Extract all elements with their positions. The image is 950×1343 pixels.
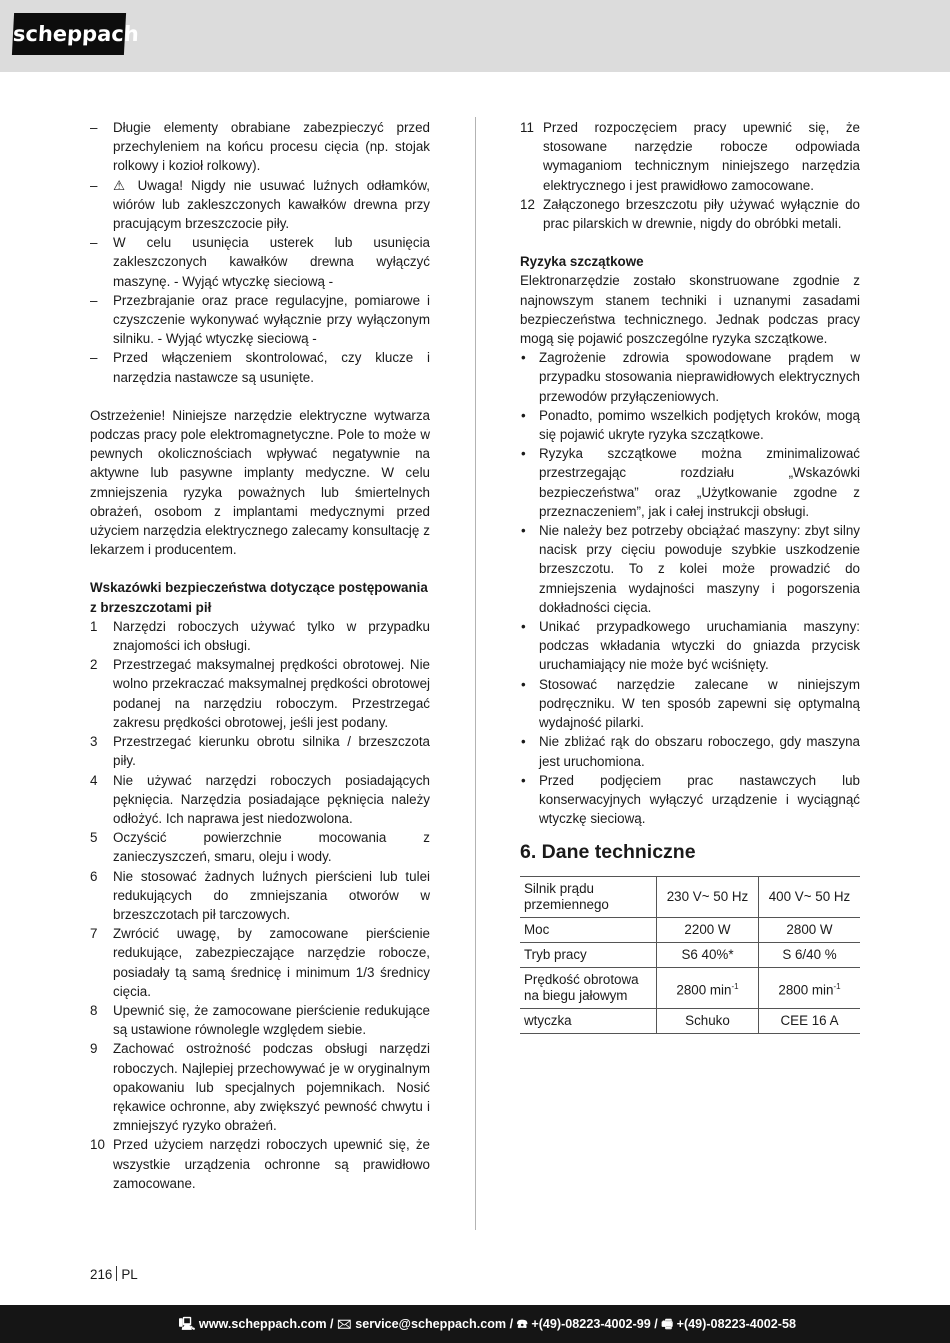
page-number bbox=[90, 1266, 138, 1282]
dash-item-marker: – bbox=[90, 177, 98, 193]
risk-item bbox=[520, 617, 860, 675]
dash-item bbox=[90, 118, 430, 176]
blade-item-text: Upewnić się, że zamocowane pierścienie redukujące są ustawione równolegle względem siebie. bbox=[113, 1002, 430, 1038]
blade-item-text: Oczyścić powierzchnie mocowania z zanieczyszczeń, smaru, oleju i wody. bbox=[113, 830, 430, 865]
tech-400v-cell bbox=[759, 877, 861, 918]
risk-item-marker: • bbox=[521, 772, 526, 788]
blade-item-text: Zwrócić uwagę, by zamocowane pierścienie redukujące, zabezpieczające narzędzie robocze, posiadały tą samą średnicę i minimum 1/3 średnicy cięcia. bbox=[113, 926, 430, 999]
blade-item-text: Nie używać narzędzi roboczych posiadających pęknięcia. Narzędzia posiadające pęknięcia należy odłożyć. Ich naprawa jest niedozwolona. bbox=[113, 772, 430, 826]
blade-item bbox=[90, 1001, 430, 1039]
blade-item bbox=[90, 1039, 430, 1135]
tech-230v-cell bbox=[657, 877, 759, 918]
bottom-contact-bar bbox=[0, 1305, 950, 1343]
column-divider bbox=[475, 117, 476, 1230]
blade-item bbox=[90, 867, 430, 925]
blade-item-marker: 12 bbox=[520, 196, 535, 212]
tech-row bbox=[520, 877, 860, 918]
dash-item-marker: – bbox=[90, 350, 98, 366]
tech-400v-cell bbox=[759, 968, 861, 1009]
tech-row bbox=[520, 968, 860, 1009]
risk-item-marker: • bbox=[521, 407, 526, 423]
blade-item-text: Przed rozpoczęciem pracy upewnić się, że stosowane narzędzie robocze odpowiada wymaganiom technicznym niniejszego narzędzia elektrycznego i jest prawidłowo zamocowane. bbox=[543, 120, 860, 193]
risk-item-text: Zagrożenie zdrowia spowodowane prądem w przypadku stosowania nieprawidłowych elektrycznych przewodów przyłączeniowych. bbox=[539, 350, 860, 404]
dash-item bbox=[90, 233, 430, 291]
tech-label-cell: wtyczka bbox=[520, 1009, 657, 1034]
blade-item-text: Przestrzegać maksymalnej prędkości obrotowej. Nie wolno przekraczać maksymalnej prędkości obrotowej podanej na narzędziu roboczym. Przestrzegać zakresu prędkości obrotowej, jeśli jest podany. bbox=[113, 657, 430, 730]
residual-risks-heading: Ryzyka szczątkowe bbox=[520, 254, 644, 270]
blade-item-text: Narzędzi roboczych używać tylko w przypadku znajomości ich obsługi. bbox=[113, 618, 430, 654]
dash-item-marker: – bbox=[90, 235, 98, 251]
dash-item-text: ⚠ Uwaga! Nigdy nie usuwać luźnych odłamków, wiórów lub zakleszczonych kawałków drewna przy pracującym brzeszczocie piły. bbox=[113, 177, 430, 232]
tech-230v-cell bbox=[657, 968, 759, 1009]
blade-item-text: Przed użyciem narzędzi roboczych upewnić się, że wszystkie urządzenia ochronne są prawidłowo zamocowane. bbox=[113, 1137, 430, 1191]
blade-item-marker: 10 bbox=[90, 1137, 105, 1153]
blade-item-text: Przestrzegać kierunku obrotu silnika / brzeszczota piły. bbox=[113, 734, 430, 769]
tech-row bbox=[520, 918, 860, 943]
risk-item-text: Ryzyka szczątkowe można zminimalizować przestrzegając rozdziału „Wskazówki bezpieczeństwa” oraz „Użytkowanie zgodne z przeznaczeniem”, jak i całej instrukcji obsługi. bbox=[539, 446, 860, 519]
blade-item-marker: 7 bbox=[90, 926, 98, 942]
blade-item-marker: 9 bbox=[90, 1041, 98, 1057]
emf-warning-paragraph: Ostrzeżenie! Niniejsze narzędzie elektryczne wytwarza podczas pracy pole elektromagnetyczne. Pole to może w pewnych okolicznościach wpływać negatywnie na aktywne lub pasywne implanty medyczne. W celu zmniejszenia ryzyka poważnych lub śmiertelnych obrażeń, osobom z implantami medycznymi przed użyciem narzędzia elektrycznego zalecamy konsultację z lekarzem i producentem. bbox=[90, 407, 430, 558]
residual-risks-intro: Elektronarzędzie zostało skonstruowane zgodnie z najnowszym stanem techniki i uznanymi zasadami bezpieczeństwa technicznego. Jednak podczas pracy mogą się pojawić poszczególne ryzyka szczątkowe. bbox=[520, 273, 860, 347]
tech-230v-value: 2200 W bbox=[684, 922, 731, 938]
risk-item bbox=[520, 771, 860, 829]
tech-label-cell: Prędkość obrotowa na biegu jałowym bbox=[520, 968, 657, 1009]
dash-item-text: W celu usunięcia usterek lub usunięcia zakleszczonych kawałków drewna wyłączyć maszynę. - Wyjąć wtyczkę sieciową - bbox=[113, 235, 430, 289]
dash-item-text: Przezbrajanie oraz prace regulacyjne, pomiarowe i czyszczenie wykonywać wyłącznie przy wyłączonym silniku. - Wyjąć wtyczkę sieciową - bbox=[113, 292, 430, 347]
blade-item-marker: 6 bbox=[90, 868, 98, 884]
risk-item bbox=[520, 675, 860, 733]
tech-230v-cell bbox=[657, 943, 759, 968]
tech-230v-value: S6 40%* bbox=[681, 947, 734, 963]
tech-row bbox=[520, 1009, 860, 1034]
tech-data-heading: 6. Dane techniczne bbox=[520, 841, 696, 864]
risk-item bbox=[520, 444, 860, 521]
risk-item-marker: • bbox=[521, 350, 526, 366]
blade-item bbox=[520, 118, 860, 195]
tech-230v-value: Schuko bbox=[685, 1013, 730, 1029]
left-column bbox=[90, 118, 430, 1193]
risk-item-text: Przed podjęciem prac nastawczych lub konserwacyjnych wyłączyć urządzenie i wyciągnąć wtyczkę sieciową. bbox=[539, 772, 860, 827]
risk-item-text: Unikać przypadkowego uruchamiania maszyny: podczas wkładania wtyczki do gniazda przycisk uruchamiający nie może być wciśnięty. bbox=[539, 619, 860, 673]
tech-400v-cell bbox=[759, 1009, 861, 1034]
blade-item-text: Załączonego brzeszczotu piły używać wyłącznie do prac pilarskich w drewnie, nigdy do obróbki metali. bbox=[543, 196, 860, 232]
blade-item bbox=[90, 828, 430, 866]
blade-item-marker: 8 bbox=[90, 1002, 98, 1018]
language-code: PL bbox=[121, 1267, 138, 1282]
tech-400v-value: CEE 16 A bbox=[780, 1013, 839, 1029]
dash-item-marker: – bbox=[90, 120, 98, 135]
risk-item-marker: • bbox=[521, 446, 526, 462]
risk-item-marker: • bbox=[521, 619, 526, 635]
blade-item-text: Nie stosować żadnych luźnych pierścieni lub tulei redukujących do zmniejszania otworów w brzeszczotach pił tarczowych. bbox=[113, 868, 430, 922]
dash-item-text: Długie elementy obrabiane zabezpieczyć przed przechyleniem na końcu procesu cięcia (np. stojak rolkowy i kozioł rolkowy). bbox=[113, 120, 430, 174]
blade-item bbox=[90, 771, 430, 829]
blade-safety-list bbox=[90, 617, 430, 1193]
page-number-value: 216 bbox=[90, 1267, 113, 1282]
tech-400v-value: 2800 W bbox=[786, 922, 833, 938]
risk-item-text: Nie zbliżać rąk do obszaru roboczego, gdy maszyna jest uruchomiona. bbox=[539, 734, 860, 769]
dash-item bbox=[90, 348, 430, 386]
blade-item bbox=[90, 655, 430, 732]
blade-item bbox=[520, 195, 860, 233]
contact-line: 🖳 www.scheppach.com / 🖂 service@scheppach.com / ☎ +(49)-08223-4002-99 / 🖷 +(49)-08223-4002-58 bbox=[178, 1317, 796, 1331]
blade-item-marker: 4 bbox=[90, 772, 98, 788]
risk-item bbox=[520, 406, 860, 444]
blade-item-marker: 3 bbox=[90, 734, 98, 750]
tech-label-cell: Silnik prądu przemiennego bbox=[520, 877, 657, 918]
risk-item bbox=[520, 521, 860, 617]
scheppach-logo: scheppach bbox=[12, 13, 126, 55]
blade-item-marker: 2 bbox=[90, 657, 98, 673]
risk-item bbox=[520, 732, 860, 770]
dash-list bbox=[90, 118, 430, 387]
tech-400v-cell bbox=[759, 918, 861, 943]
top-header-bar bbox=[0, 0, 950, 72]
blade-item bbox=[90, 732, 430, 770]
residual-risks-list bbox=[520, 348, 860, 828]
blade-safety-heading: Wskazówki bezpieczeństwa dotyczące postępowania z brzeszczotami pił bbox=[90, 580, 428, 615]
dash-item bbox=[90, 176, 430, 234]
blade-item bbox=[90, 924, 430, 1001]
tech-230v-value: 230 V~ 50 Hz bbox=[666, 889, 749, 905]
risk-item bbox=[520, 348, 860, 406]
tech-230v-cell bbox=[657, 1009, 759, 1034]
tech-230v-cell bbox=[657, 918, 759, 943]
risk-item-text: Nie należy bez potrzeby obciążać maszyny: zbyt silny nacisk przy cięciu powoduje szybkie uszkodzenie brzeszczotu. To z kolei może prowadzić do zmniejszenia wydajności maszyny i pogorszenia dokładności cięcia. bbox=[539, 523, 860, 615]
dash-item-text: Przed włączeniem skontrolować, czy klucze i narzędzia nastawcze są usunięte. bbox=[113, 350, 430, 385]
blade-item-marker: 11 bbox=[520, 120, 534, 135]
right-column bbox=[520, 118, 860, 1034]
blade-item-marker: 1 bbox=[90, 618, 98, 634]
tech-label-cell: Tryb pracy bbox=[520, 943, 657, 968]
risk-item-marker: • bbox=[521, 676, 526, 692]
dash-item-marker: – bbox=[90, 292, 98, 308]
tech-400v-value: S 6/40 % bbox=[782, 947, 837, 963]
tech-400v-value: 400 V~ 50 Hz bbox=[768, 889, 851, 905]
tech-label-cell: Moc bbox=[520, 918, 657, 943]
blade-item bbox=[90, 1135, 430, 1193]
blade-item-marker: 5 bbox=[90, 830, 98, 846]
risk-item-marker: • bbox=[521, 523, 526, 539]
page-number-separator bbox=[116, 1266, 117, 1281]
tech-400v-value: 2800 min bbox=[778, 982, 834, 998]
dash-item bbox=[90, 291, 430, 349]
tech-data-table bbox=[520, 876, 860, 1034]
risk-item-marker: • bbox=[521, 734, 526, 750]
blade-safety-list-continued bbox=[520, 118, 860, 233]
tech-row bbox=[520, 943, 860, 968]
blade-item bbox=[90, 617, 430, 655]
tech-230v-value: 2800 min bbox=[676, 982, 732, 998]
tech-unit-exponent: -1 bbox=[731, 981, 739, 991]
risk-item-text: Stosować narzędzie zalecane w niniejszym podręczniku. W ten sposób zapewni się optymalną wydajność pilarki. bbox=[539, 676, 860, 731]
blade-item-text: Zachować ostrożność podczas obsługi narzędzi roboczych. Najlepiej przechowywać je w oryginalnym opakowaniu lub specjalnych pojemnikach. Nosić rękawice ochronne, aby zwiększyć pewność chwytu i zmniejszyć ryzyko obrażeń. bbox=[113, 1041, 430, 1134]
risk-item-text: Ponadto, pomimo wszelkich podjętych kroków, mogą się pojawić ukryte ryzyka szczątkowe. bbox=[539, 407, 860, 443]
tech-400v-cell bbox=[759, 943, 861, 968]
tech-unit-exponent: -1 bbox=[833, 981, 841, 991]
